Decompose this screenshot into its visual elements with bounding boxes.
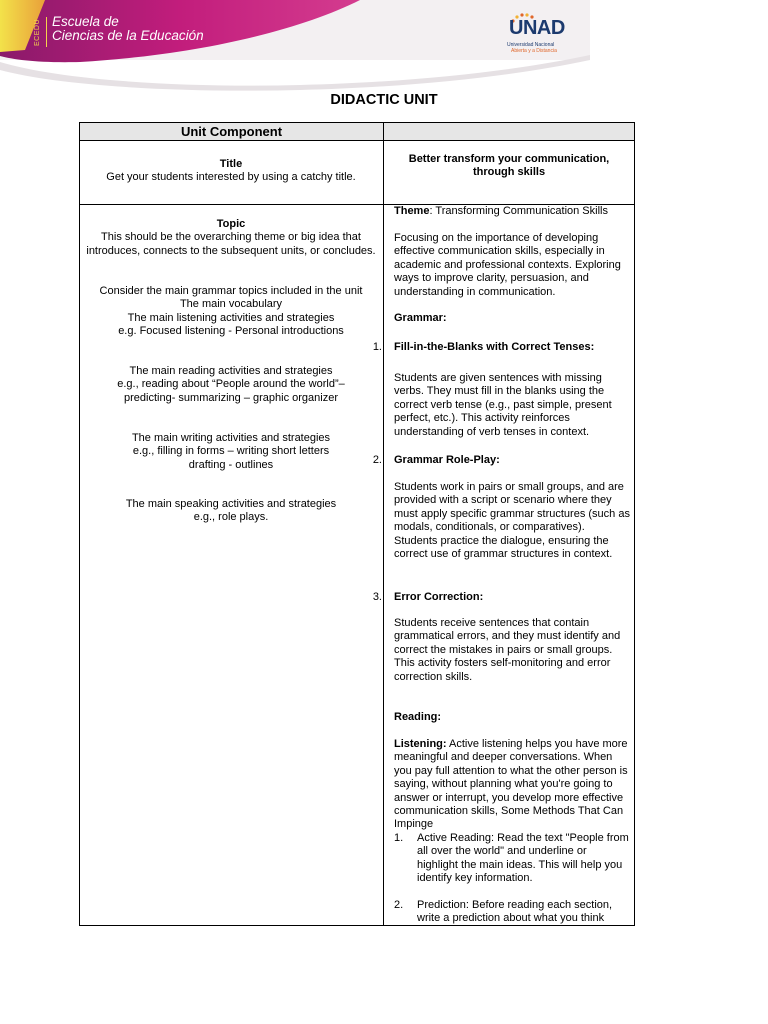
school-name-line1: Escuela de	[52, 14, 119, 29]
unad-logo-subtitle2: Abierta y a Distancia	[511, 48, 557, 54]
left-line-writing-example: e.g., filling in forms – writing short letters drafting - outlines	[132, 445, 330, 471]
table-border-middle	[383, 122, 384, 926]
topic-description: This should be the overarching theme or big idea that introduces, connects to the subsequent units, or concludes.	[86, 231, 376, 257]
left-line-speaking-example: e.g., role plays.	[193, 511, 269, 524]
listening-text: Active listening helps you have more meaningful and deeper conversations. When you pay full attention to what the other person is saying, without planning what you're going to answer or interrupt, you develop more effective communication skills, Some Methods That Can Impinge	[394, 738, 628, 831]
title-description: Get your students interested by using a catchy title.	[106, 171, 356, 184]
ecedu-label: ECEDU	[34, 18, 41, 46]
writing-block	[120, 432, 342, 472]
method-number: 1.	[394, 832, 404, 844]
method-number: 2.	[394, 899, 404, 911]
activity-number: 3.	[372, 591, 382, 603]
unad-logo-word: UNAD	[509, 17, 565, 39]
activity-number: 2.	[372, 454, 382, 466]
left-line-grammar: Consider the main grammar topics included in the unit	[99, 285, 363, 297]
activity-title: Grammar Role-Play:	[394, 454, 500, 466]
left-line-speaking: The main speaking activities and strategies	[125, 498, 337, 510]
left-line-reading: The main reading activities and strategies	[129, 365, 333, 377]
activity-title: Fill-in-the-Blanks with Correct Tenses:	[394, 341, 595, 353]
table-border-left	[79, 122, 80, 926]
left-line-listening-example: e.g. Focused listening - Personal introductions	[118, 325, 344, 338]
left-line-reading-example: e.g., reading about “People around the world”– predicting- summarizing – graphic organizer	[117, 378, 345, 404]
method-text: Active Reading: Read the text "People from all over the world" and underline or highlight the main ideas. This will help you identify key information.	[417, 832, 629, 885]
title-value: Better transform your communication, through skills	[408, 153, 610, 179]
left-line-listening: The main listening activities and strategies	[127, 311, 335, 324]
activity-number: 1.	[372, 341, 382, 353]
activity-title: Error Correction:	[394, 591, 484, 603]
header-unit-component: Unit Component	[80, 123, 383, 140]
unad-logo-subtitle1: Universidad Nacional	[507, 42, 555, 48]
method-text: Prediction: Before reading each section, write a prediction about what you think	[417, 899, 613, 925]
grammar-label: Grammar:	[394, 312, 447, 324]
title-label: Title	[219, 158, 243, 170]
header-empty-cell	[384, 123, 634, 140]
listening-paragraph	[394, 738, 630, 832]
left-line-vocabulary: The main vocabulary	[179, 298, 283, 311]
left-line-writing: The main writing activities and strategies	[131, 432, 331, 444]
activity-text: Students work in pairs or small groups, and are provided with a script or scenario where they must apply specific grammar structures (such as modals, conditionals, or comparatives). Students practice the dialogue, ensuring the correct use of grammar structures in context.	[394, 481, 630, 561]
listening-label: Listening:	[394, 738, 447, 750]
theme-label: Theme	[394, 205, 430, 217]
school-name-line2: Ciencias de la Educación	[52, 28, 204, 43]
speaking-block	[85, 498, 377, 525]
topic-cell	[85, 218, 377, 258]
activity-text: Students are given sentences with missing verbs. They must fill in the blanks using the correct verb tense (e.g., past simple, present perfect, etc.). This activity reinforces understanding of verb tenses in context.	[394, 372, 612, 438]
activity-text: Students receive sentences that contain grammatical errors, and they must identify and correct the mistakes in pairs or small groups. This activity fosters self-monitoring and error correction skills.	[394, 617, 621, 683]
grammar-vocab-listening	[85, 285, 377, 339]
theme-line	[394, 205, 630, 218]
reading-block	[110, 365, 352, 405]
reading-label: Reading:	[394, 711, 442, 723]
school-name	[52, 15, 204, 43]
table-border-top	[79, 122, 635, 123]
title-cell	[85, 158, 377, 185]
table-border-right	[634, 122, 635, 926]
table-border-header	[79, 140, 635, 141]
topic-label: Topic	[216, 218, 246, 230]
ecedu-divider	[46, 17, 47, 47]
page-title: DIDACTIC UNIT	[330, 92, 438, 108]
theme-value: : Transforming Communication Skills	[429, 205, 608, 217]
focus-paragraph: Focusing on the importance of developing effective communication skills, especially in academic and professional contexts. Exploring ways to improve clarity, persuasion, and understanding in communication.	[394, 232, 621, 298]
